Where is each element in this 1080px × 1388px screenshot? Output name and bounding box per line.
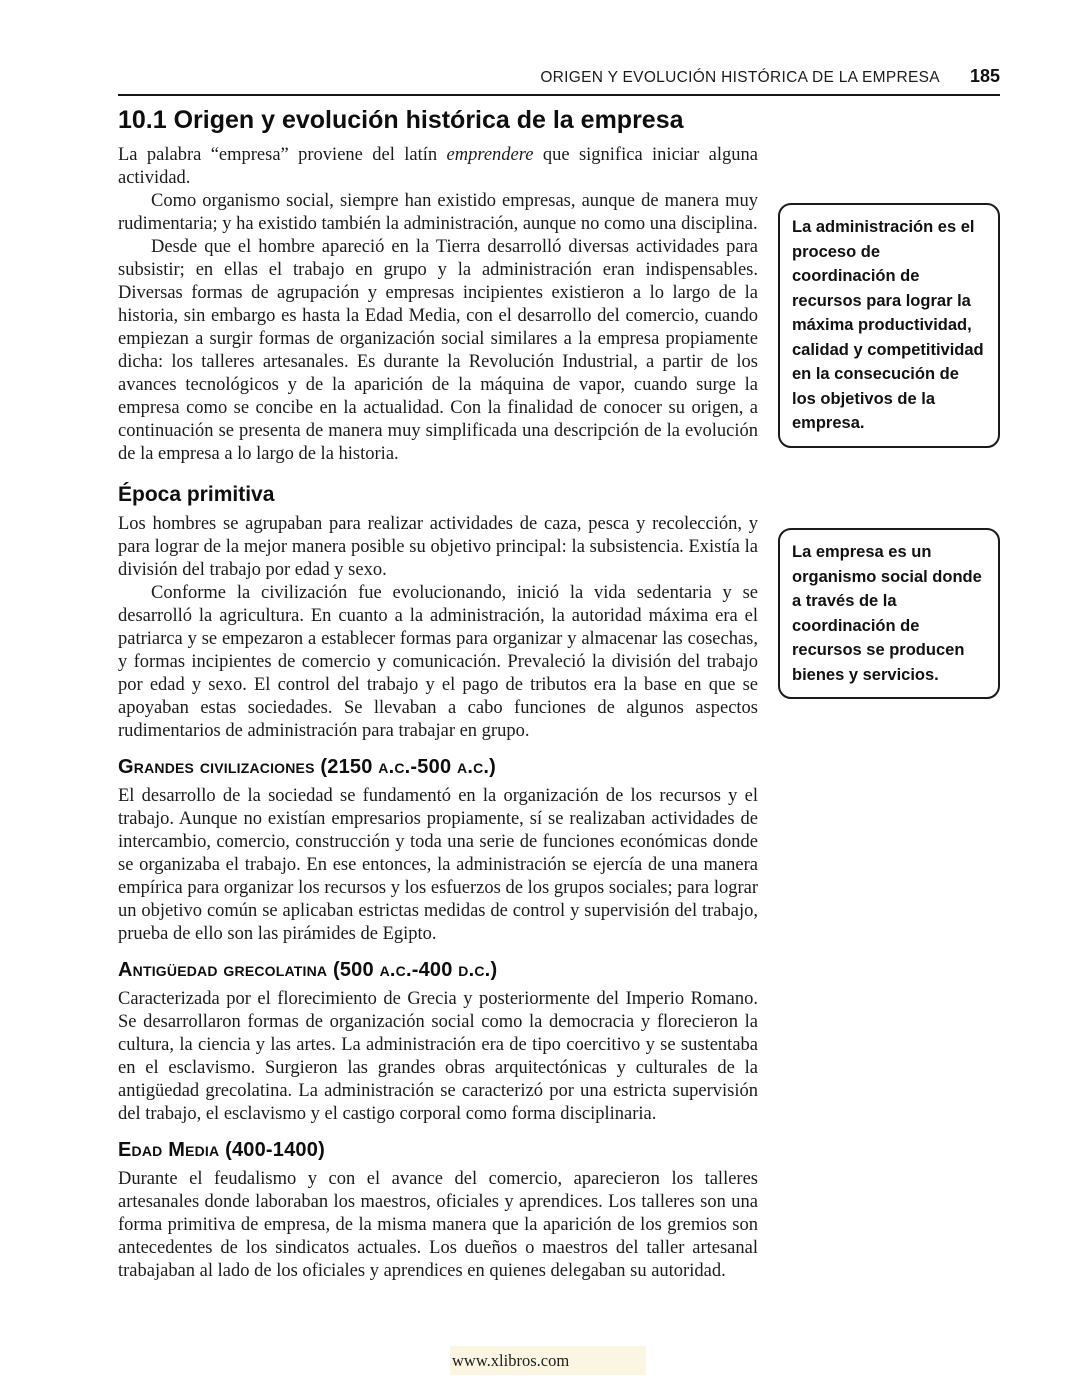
intro-p1-text: La palabra “empresa” proviene del latín — [118, 144, 447, 165]
footer-highlight-band — [450, 1346, 646, 1375]
margin-note-empresa: La empresa es un organismo social donde a través de la coordinación de recursos se producen bienes y servicios. — [778, 528, 1000, 699]
running-title: ORIGEN Y EVOLUCIÓN HISTÓRICA DE LA EMPRESA — [540, 69, 940, 86]
heading-edad-media: Edad Media (400-1400) — [118, 1139, 325, 1161]
intro-paragraph-3: Desde que el hombre apareció en la Tierra desarrolló diversas actividades para subsistir; en ellas el trabajo en grupo y la administración eran indispensables. Diversas formas de agrupación y empresas incipientes existieron a lo largo de la historia, sin embargo es hasta la Edad Media, con el desarrollo del comercio, cuando empiezan a surgir formas de organización social similares a la empresa propiamente dicha: los talleres artesanales. Es durante la Revolución Industrial, a partir de los avances tecnológicos y de la aparición de la máquina de vapor, cuando surge la empresa como se concibe en la actualidad. Con la finalidad de conocer su origen, a continuación se presenta de manera muy simplificada una descripción de la evolución de la empresa a lo largo de la historia. — [118, 236, 758, 464]
footer-url: www.xlibros.com — [452, 1351, 570, 1370]
epoca-primitiva-paragraph-2: Conforme la civilización fue evolucionando, inició la vida sedentaria y se desarrolló la agricultura. En cuanto a la administración, la autoridad máxima era el patriarca y se empezaron a establecer formas para organizar y almacenar las cosechas, y formas incipientes de comercio y comunicación. Prevaleció la división del trabajo por edad y sexo. El control del trabajo y el pago de tributos era la base en que se apoyaban estas sociedades. Se llevaban a cabo funciones de algunos aspectos rudimentarios de administración para trabajar en grupo. — [118, 583, 758, 741]
intro-p1-latin-term: emprendere — [446, 144, 534, 165]
grandes-civilizaciones-paragraph: El desarrollo de la sociedad se fundamentó en la organización de los recursos y el trabajo. Aunque no existían empresarios propiamente, sí se realizaban actividades de intercambio, comercio, construcción y toda una serie de funciones económicas donde se organizaba el trabajo. En ese entonces, la administración se ejercía de una manera empírica para organizar los recursos y los esfuerzos de los grupos sociales; para lograr un objetivo común se aplicaban estrictas medidas de control y supervisión del trabajo, prueba de ello son las pirámides de Egipto. — [118, 786, 758, 944]
heading-epoca-primitiva: Época primitiva — [118, 482, 275, 506]
margin-note-administracion: La administración es el proceso de coordinación de recursos para lograr la máxima productividad, calidad y competitividad en la consecución de los objetivos de la empresa. — [778, 203, 1000, 448]
page-number: 185 — [969, 66, 1000, 86]
intro-paragraph-2: Como organismo social, siempre han existido empresas, aunque de manera muy rudimentaria; y ha existido también la administración, aunque no como una disciplina. — [118, 190, 758, 234]
epoca-primitiva-paragraph-1: Los hombres se agrupaban para realizar actividades de caza, pesca y recolección, y para lograr de la mejor manera posible su objetivo principal: la subsistencia. Existía la división del trabajo por edad y sexo. — [118, 514, 758, 580]
intro-paragraph-1 — [118, 144, 758, 190]
main-text-column — [118, 106, 758, 1283]
intro-p1-text-after: que significa iniciar alguna actividad. — [118, 144, 758, 188]
heading-grandes-civilizaciones: Grandes civilizaciones (2150 a.c.-500 a.c.) — [118, 756, 497, 778]
chapter-section-title: 10.1 Origen y evolución histórica de la empresa — [118, 106, 684, 134]
antiguedad-grecolatina-paragraph: Caracterizada por el florecimiento de Grecia y posteriormente del Imperio Romano. Se desarrollaron formas de organización social como la democracia y florecieron la cultura, la ciencia y las artes. La administración era de tipo coercitivo y se sustentaba en el esclavismo. Surgieron las grandes obras arquitectónicas y culturales de la antigüedad grecolatina. La administración se caracterizó por una estricta supervisión del trabajo, el esclavismo y el castigo corporal como forma disciplinaria. — [118, 989, 758, 1124]
running-header — [118, 66, 1000, 96]
edad-media-paragraph: Durante el feudalismo y con el avance del comercio, aparecieron los talleres artesanales donde laboraban los maestros, oficiales y aprendices. Los talleres son una forma primitiva de empresa, de la misma manera que la aparición de los gremios son antecedentes de los sindicatos actuales. Los dueños o maestros del taller artesanal trabajaban al lado de los oficiales y aprendices en quienes delegaban su autoridad. — [118, 1169, 758, 1281]
heading-antiguedad-grecolatina: Antigüedad grecolatina (500 a.c.-400 d.c.) — [118, 959, 498, 981]
